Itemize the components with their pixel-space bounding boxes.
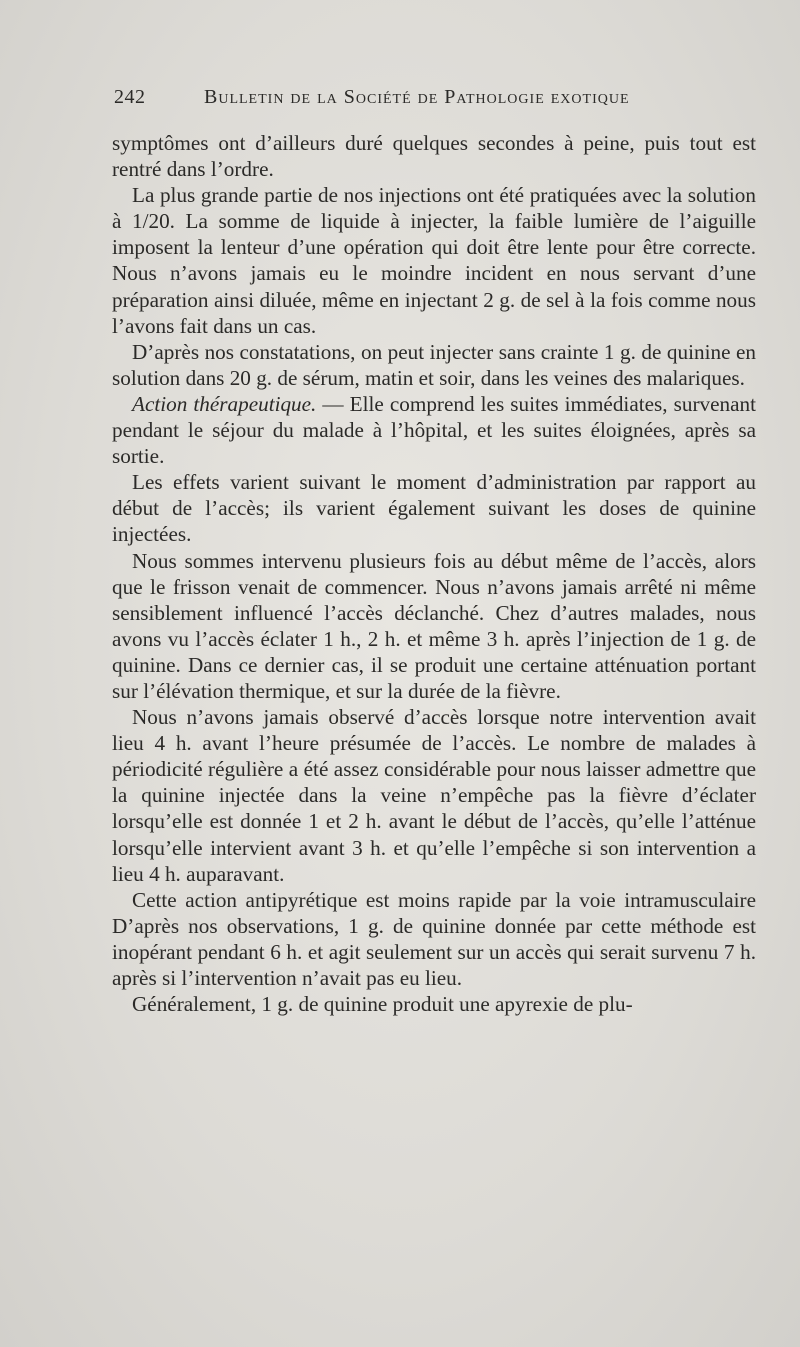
section-lead: Action thérapeutique. (132, 391, 317, 416)
paragraph: Nous n’avons jamais observé d’accès lorsque notre intervention avait lieu 4 h. avant l’heure présumée de l’accès. Le nombre de malades à périodicité régulière a été assez considérable pour nous laisser admettre que la quinine injectée dans la veine n’empêche pas la fièvre d’éclater lorsqu’elle est donnée 1 et 2 h. avant le début de l’accès, qu’elle l’atténue lorsqu’elle intervient avant 3 h. et qu’elle l’empêche si son intervention a lieu 4 h. auparavant. (112, 705, 756, 886)
paragraph: symptômes ont d’ailleurs duré quelques secondes à peine, puis tout est rentré dans l’ordre. (112, 131, 756, 182)
paragraph: Cette action antipyrétique est moins rapide par la voie intramusculaire D’après nos observations, 1 g. de quinine donnée par cette méthode est inopérant pendant 6 h. et agit seulement sur un accès qui serait survenu 7 h. après si l’intervention n’avait pas eu lieu. (112, 887, 756, 990)
page-header (114, 86, 674, 110)
paragraph: Les effets varient suivant le moment d’administration par rapport au début de l’accès; ils varient également suivant les doses de quinine injectées. (112, 470, 756, 547)
body-text (112, 130, 756, 1017)
paragraph: Nous sommes intervenu plusieurs fois au début même de l’accès, alors que le frisson venait de commencer. Nous n’avons jamais arrêté ni même sensiblement influencé l’accès déclanché. Chez d’autres malades, nous avons vu l’accès éclater 1 h., 2 h. et même 3 h. après l’injection de 1 g. de quinine. Dans ce dernier cas, il se produit une certaine atténuation portant sur l’élévation thermique, et sur la durée de la fièvre. (112, 548, 756, 703)
running-title: Bulletin de la Société de Pathologie exotique (204, 86, 630, 108)
paragraph: Généralement, 1 g. de quinine produit une apyrexie de plu- (132, 992, 633, 1017)
paragraph: La plus grande partie de nos injections ont été pratiquées avec la solution à 1/20. La somme de liquide à injecter, la faible lumière de l’aiguille imposent la lenteur d’une opération qui doit être lente pour être correcte. Nous n’avons jamais eu le moindre incident en nous servant d’une préparation ainsi diluée, même en injectant 2 g. de sel à la fois comme nous l’avons fait dans un cas. (112, 183, 756, 338)
page-number: 242 (114, 86, 146, 108)
paragraph: D’après nos constatations, on peut injecter sans crainte 1 g. de quinine en solution dans 20 g. de sérum, matin et soir, dans les veines des malariques. (112, 339, 756, 390)
paragraph-action-therapeutique (112, 391, 756, 469)
paragraph-text: — Elle comprend les suites immédiates, survenant pendant le séjour du malade à l’hôpital, et les suites éloignées, après sa sortie. (112, 391, 756, 469)
